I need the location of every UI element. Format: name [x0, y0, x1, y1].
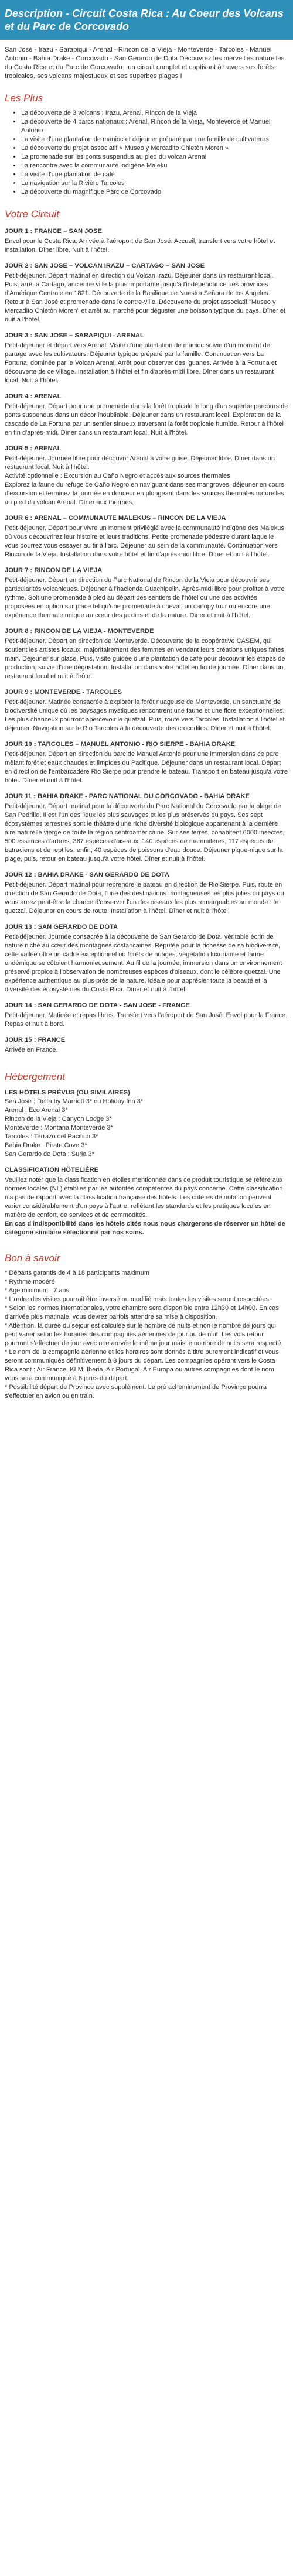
hotel-list [5, 1097, 288, 1159]
day-block [5, 392, 288, 437]
day-title: JOUR 9 : MONTEVERDE - TARCOLES [5, 689, 122, 696]
day-block [5, 444, 288, 507]
day-description: Petit-déjeuner. Matinée consacrée à explorer la forêt nuageuse de Monteverde, un sanctuaire de biodiversité unique où les paysages mystiques rencontrent une faune et une flore exceptionnelles. Les plus chanceux pourront apercevoir le quetzal. Puis, route vers Tarcoles. Installation à l'hôtel et déjeuner. Navigation sur le Rio Tarcoles à la découverte des crocodiles. Dîner et nuit à l'hôtel. [5, 699, 285, 732]
classification-subhead: CLASSIFICATION HÔTELIÈRE [5, 1166, 99, 1174]
day-description: Petit-déjeuner. Départ pour une promenade dans la forêt tropicale le long d'un superbe parcours de ponts suspendus dans un décor inoubliable. Déjeuner dans un restaurant local. Exploration de la cascade de La Fortuna par un sentier sinueux traversant la forêt tropicale humide. Retour à l'hôtel en fin d'après-midi. Dîner dans un restaurant local. Nuit à l'hôtel. [5, 403, 288, 436]
savoir-heading: Bon à savoir [5, 1253, 60, 1264]
plus-item: • La découverte du magnifique Parc de Corcovado [21, 188, 288, 197]
plus-item: • La découverte du projet associatif « Museo y Mercadito Chietòn Moren » [21, 144, 288, 153]
day-title: JOUR 8 : RINCON DE LA VIEJA - MONTEVERDE [5, 628, 154, 635]
day-description: Arrivée en France. [5, 1046, 58, 1053]
classification-text: Veuillez noter que la classification en étoiles mentionnée dans ce produit touristique se réfère aux normes locales (NL) établies par les autorités compétentes du pays concerné. Cette classification n'a pas de rapport avec la classification française des hôtels. Les critères de notation peuvent varier considérablement d'un pays à l'autre, reflétant les standards et les pratiques locales en matière de confort, de services et de commodités. [5, 1176, 283, 1219]
day-title: JOUR 6 : ARENAL – COMMUNAUTE MALEKUS – RINCON DE LA VIEJA [5, 515, 226, 522]
hotel-item: San Gerardo de Dota : Suria 3* [5, 1151, 94, 1158]
intro-text: San José - Irazu - Sarapiqui - Arenal - Rincon de la Vieja - Monteverde - Tarcoles - Manuel Antonio - Bahia Drake - Corcovado - San Gerardo de Dota Découvrez les merveilles naturelles du Costa Rica et du Parc de Corcovado : un circuit complet et captivant à travers ses forêts tropicales, ses volcans majestueux et ses superbes plages ! [5, 46, 285, 80]
plus-list [5, 109, 288, 197]
content [0, 46, 293, 1401]
day-description: Petit-déjeuner. Journée libre pour découvrir Arenal à votre guise. Déjeuner libre. Dîner dans un restaurant local. Nuit à l'hôtel. [5, 455, 275, 471]
day-title: JOUR 15 : FRANCE [5, 1036, 66, 1044]
day-description: Petit-déjeuner. Départ en direction du parc de Manuel Antonio pour une immersion dans ce parc mêlant forêt et eaux chaudes et limpides du Pacifique. Déjeuner dans un restaurant local. Départ en direction de l'embarcadère Rio Sierpe pour prendre le bateau. Transport en bateau jusqu'à votre hôtel. Dîner et nuit à l'hôtel. [5, 751, 288, 784]
hotel-item: Arenal : Eco Arenal 3* [5, 1107, 68, 1114]
hotel-item: San José : Delta by Marriott 3* ou Holiday Inn 3* [5, 1098, 144, 1105]
day-description: Envol pour le Costa Rica. Arrivée à l'aéroport de San José. Accueil, transfert vers votre hôtel et installation. Dîner libre. Nuit à l'hôtel. [5, 238, 275, 254]
optional-activity-text: Explorez la faune du refuge de Caño Negro en naviguant dans ses mangroves, déjeuner en cours d'excursion et terminez la journée en douceur en plongeant dans les sources thermales naturelles au pied du volcan Arenal. Dîner aux thermes. [5, 481, 284, 506]
day-title: JOUR 13 : SAN GERARDO DE DOTA [5, 923, 118, 930]
savoir-note: * Rythme modéré [5, 1278, 55, 1285]
day-description: Petit-déjeuner. Matinée et repas libres. Transfert vers l'aéroport de San José. Envol pour la France. Repas et nuit à bord. [5, 1012, 288, 1028]
day-block [5, 923, 288, 994]
day-block [5, 627, 288, 681]
hotels-subhead: LES HÔTELS PRÉVUS (OU SIMILAIRES) [5, 1089, 130, 1096]
circuit-heading: Votre Circuit [5, 208, 59, 220]
savoir-note: * Départs garantis de 4 à 18 participants maximum [5, 1270, 150, 1277]
plus-item: • La navigation sur la Rivière Tarcoles [21, 179, 288, 188]
savoir-note: * Attention, la durée du séjour est calculée sur le nombre de nuits et non le nombre de jours qui peut varier selon les horaires des compagnies aériennes de jour ou de nuit. Les vols retour pourront s'effectuer de jour avec une arrivée le même jour mais le nombre de nuits sera respecté. [5, 1322, 283, 1347]
day-description: Petit-déjeuner et départ vers Arenal. Visite d'une plantation de manioc suivie d'un moment de partage avec les cultivateurs. Déjeuner typique préparé par la famille. Continuation vers La Fortuna, dominée par le Volcan Arenal. Arrêt pour observer des iguanes. Arrivée à la Fortuna et découverte de ce village. Installation à l'hôtel et fin d'après-midi libre. Dîner dans un restaurant local. Nuit à l'hôtel. [5, 342, 277, 384]
plus-heading: Les Plus [5, 93, 43, 104]
plus-item: • La visite d'une plantation de café [21, 170, 288, 179]
day-description: Petit-déjeuner. Départ matinal pour la découverte du Parc National du Corcovado par la plage de San Pedrillo. Il est l'un des lieux les plus sauvages et les plus préservés du pays. Ses sept écosystèmes terrestres sont le théâtre d'une riche diversité biologique appartenant à la dernière aire naturelle vierge de toute la région centroaméricaine. Sur ses terres, cohabitent 6000 insectes, 500 essences d'arbres, 367 espèces d'oiseaux, 140 espèces de mammifères, 117 espèces de batraciens et de reptiles, enfin, 40 espèces de poissons d'eau douce. Déjeuner pique-nique sur la plage, puis, retour en bateau jusqu'à votre hôtel. Dîner et nuit à l'hôtel. [5, 803, 285, 863]
day-block [5, 740, 288, 785]
day-title: JOUR 12 : BAHIA DRAKE - SAN GERARDO DE DOTA [5, 871, 169, 878]
day-block [5, 688, 288, 733]
classification-note: En cas d'indisponibilité dans les hôtels cités nous nous chargerons de réserver un hôtel de catégorie similaire sélectionné par nos soins. [5, 1220, 285, 1236]
day-title: JOUR 7 : RINCON DE LA VIEJA [5, 567, 103, 574]
day-block [5, 1001, 288, 1029]
day-block [5, 262, 288, 324]
day-title: JOUR 3 : SAN JOSE – SARAPIQUI - ARENAL [5, 332, 144, 339]
savoir-note: * Age minimum : 7 ans [5, 1287, 70, 1294]
savoir-note: * Possibilité départ de Province avec supplément. Le pré acheminement de Province pourra s'effectuer en avion ou en train. [5, 1384, 267, 1400]
day-block [5, 514, 288, 559]
title-banner [0, 0, 293, 40]
plus-item: • La visite d'une plantation de manioc et déjeuner préparé par une famille de cultivateurs [21, 135, 288, 144]
plus-item: • La découverte de 3 volcans : Irazu, Arenal, Rincon de la Vieja [21, 109, 288, 118]
day-description: Petit-déjeuner. Départ en direction du Parc National de Rincon de la Vieja pour découvrir ses particularités volcaniques. Déjeuner à l'hacienda Guachipelin. Après-midi libre pour profiter à votre rythme. Soit une promenade à pied au départ des sentiers de l'hôtel ou une des activités proposées en option sur place tel qu'une promenade à cheval, un canopy tour ou encore une expérience thermale unique au cœur des jardins et de la nature. Dîner et nuit à l'hôtel. [5, 577, 285, 619]
plus-item: • La découverte de 4 parcs nationaux : Arenal, Rincon de la Vieja, Monteverde et Manuel Antonio [21, 118, 288, 135]
page-title: Description - Circuit Costa Rica : Au Coeur des Volcans et du Parc de Corcovado [5, 8, 284, 32]
day-description: Petit-déjeuner. Journée consacrée à la découverte de San Gerardo de Dota, véritable écrin de nature niché au cœur des montagnes costaricaines. Réputée pour la richesse de sa biodiversité, cette vallée offre un cadre exceptionnel où forêts de nuages, végétation luxuriante et faune endémique se côtoient harmonieusement. Au fil de la journée, immersion dans un environnement préservé propice à l'observation de nombreuses espèces d'oiseaux, dont le célèbre quetzal. Une expérience authentique au plus près de la nature, idéale pour apprécier toute la beauté et la diversité des écosystèmes du Costa Rica. Dîner et nuit à l'hôtel. [5, 933, 282, 993]
day-block [5, 871, 288, 916]
hotel-item: Monteverde : Montana Monteverde 3* [5, 1124, 113, 1131]
day-block [5, 227, 288, 255]
day-description: Petit-déjeuner. Départ en direction de Monteverde. Découverte de la coopérative CASEM, qui soutient les artistes locaux, majoritairement des femmes en vendant leurs créations uniques faites main. Déjeuner sur place. Puis, visite guidée d'une plantation de café pour découvrir les étapes de production, suivie d'une dégustation. Installation dans votre hôtel en fin de journée. Dîner dans un restaurant local et nuit à l'hôtel. [5, 638, 285, 680]
savoir-note: * Selon les normes internationales, votre chambre sera disponible entre 12h30 et 14h00. En cas d'arrivée plus matinale, vous devrez parfois attendre sa mise à disposition. [5, 1305, 279, 1321]
plus-item: • La promenade sur les ponts suspendus au pied du volcan Arenal [21, 153, 288, 162]
savoir-note: * Le nom de la compagnie aérienne et les horaires sont donnés à titre purement indicatif et vous seront communiqués définitivement à 8 jours du départ. Les compagnies opérant vers le Costa Rica sont : Air France, KLM, Iberia, Air Portugal, Air Europa ou autres compagnies dont le nom vous sera communiqué à 8 jours du départ. [5, 1349, 279, 1382]
optional-activity-title: Activité optionnelle : Excursion au Caño Negro et accès aux sources thermales [5, 473, 230, 480]
day-title: JOUR 10 : TARCOLES – MANUEL ANTONIO - RIO SIERPE - BAHIA DRAKE [5, 741, 236, 748]
day-title: JOUR 11 : BAHIA DRAKE - PARC NATIONAL DU CORCOVADO - BAHIA DRAKE [5, 793, 250, 800]
day-block [5, 331, 288, 385]
day-description: Petit-déjeuner. Départ pour vivre un moment privilégié avec la communauté indigène des Malekus où vous découvrirez leur histoire et leurs traditions. Petite promenade pédestre durant laquelle vous pourrez vous essayer au tir à l'arc. Déjeuner au sein de la communauté. Continuation vers Rincon de la Vieja. Installation dans votre hôtel et fin d'après-midi libre. Dîner et nuit à l'hôtel. [5, 525, 284, 558]
hotel-item: Tarcoles : Terrazo del Pacifico 3* [5, 1133, 98, 1140]
plus-item: • La rencontre avec la communauté indigène Maleku [21, 162, 288, 170]
day-title: JOUR 1 : FRANCE – SAN JOSE [5, 228, 102, 235]
day-title: JOUR 4 : ARENAL [5, 393, 62, 400]
hotel-item: Rincon de la Vieja : Canyon Lodge 3* [5, 1116, 112, 1123]
savoir-notes [5, 1269, 288, 1401]
hotel-item: Bahia Drake : Pirate Cove 3* [5, 1142, 87, 1149]
day-title: JOUR 5 : ARENAL [5, 445, 62, 452]
hebergement-heading: Hébergement [5, 1071, 66, 1082]
day-description: Petit-déjeuner. Départ matinal pour reprendre le bateau en direction de Rio Sierpe. Puis, route en direction de San Gerardo de Dota, l'une des destinations montagneuses les plus jolies du pays où vous aurez peut-être la chance d'observer l'un des oiseaux les plus remarquables au monde : le quetzal. Déjeuner en cours de route. Installation à l'hôtel. Dîner et nuit à l'hôtel. [5, 881, 284, 915]
day-title: JOUR 2 : SAN JOSE – VOLCAN IRAZU – CARTAGO – SAN JOSE [5, 262, 205, 269]
circuit-days [5, 227, 288, 1055]
day-title: JOUR 14 : SAN GERARDO DE DOTA - SAN JOSE - FRANCE [5, 1002, 190, 1009]
day-block [5, 792, 288, 864]
day-block [5, 566, 288, 620]
day-description: Petit-déjeuner. Départ matinal en direction du Volcan Irazù. Déjeuner dans un restaurant local. Puis, arrêt à Cartago, ancienne ville la plus importante jusqu'à l'indépendance des provinces d'Amérique Centrale en 1821. Découverte de la Basilique de Nuestra Señora de los Angeles. Retour à San José et promenade dans le centre-ville. Découverte du projet associatif "Museo y Mercadito Chietòn Moren" et arrêt au marché pour déguster une boisson typique du pays. Dîner et nuit à l'hôtel. [5, 272, 286, 323]
day-block [5, 1036, 288, 1055]
savoir-note: * L'ordre des visites pourrait être inversé ou modifié mais toutes les visites seront respectées. [5, 1296, 271, 1303]
